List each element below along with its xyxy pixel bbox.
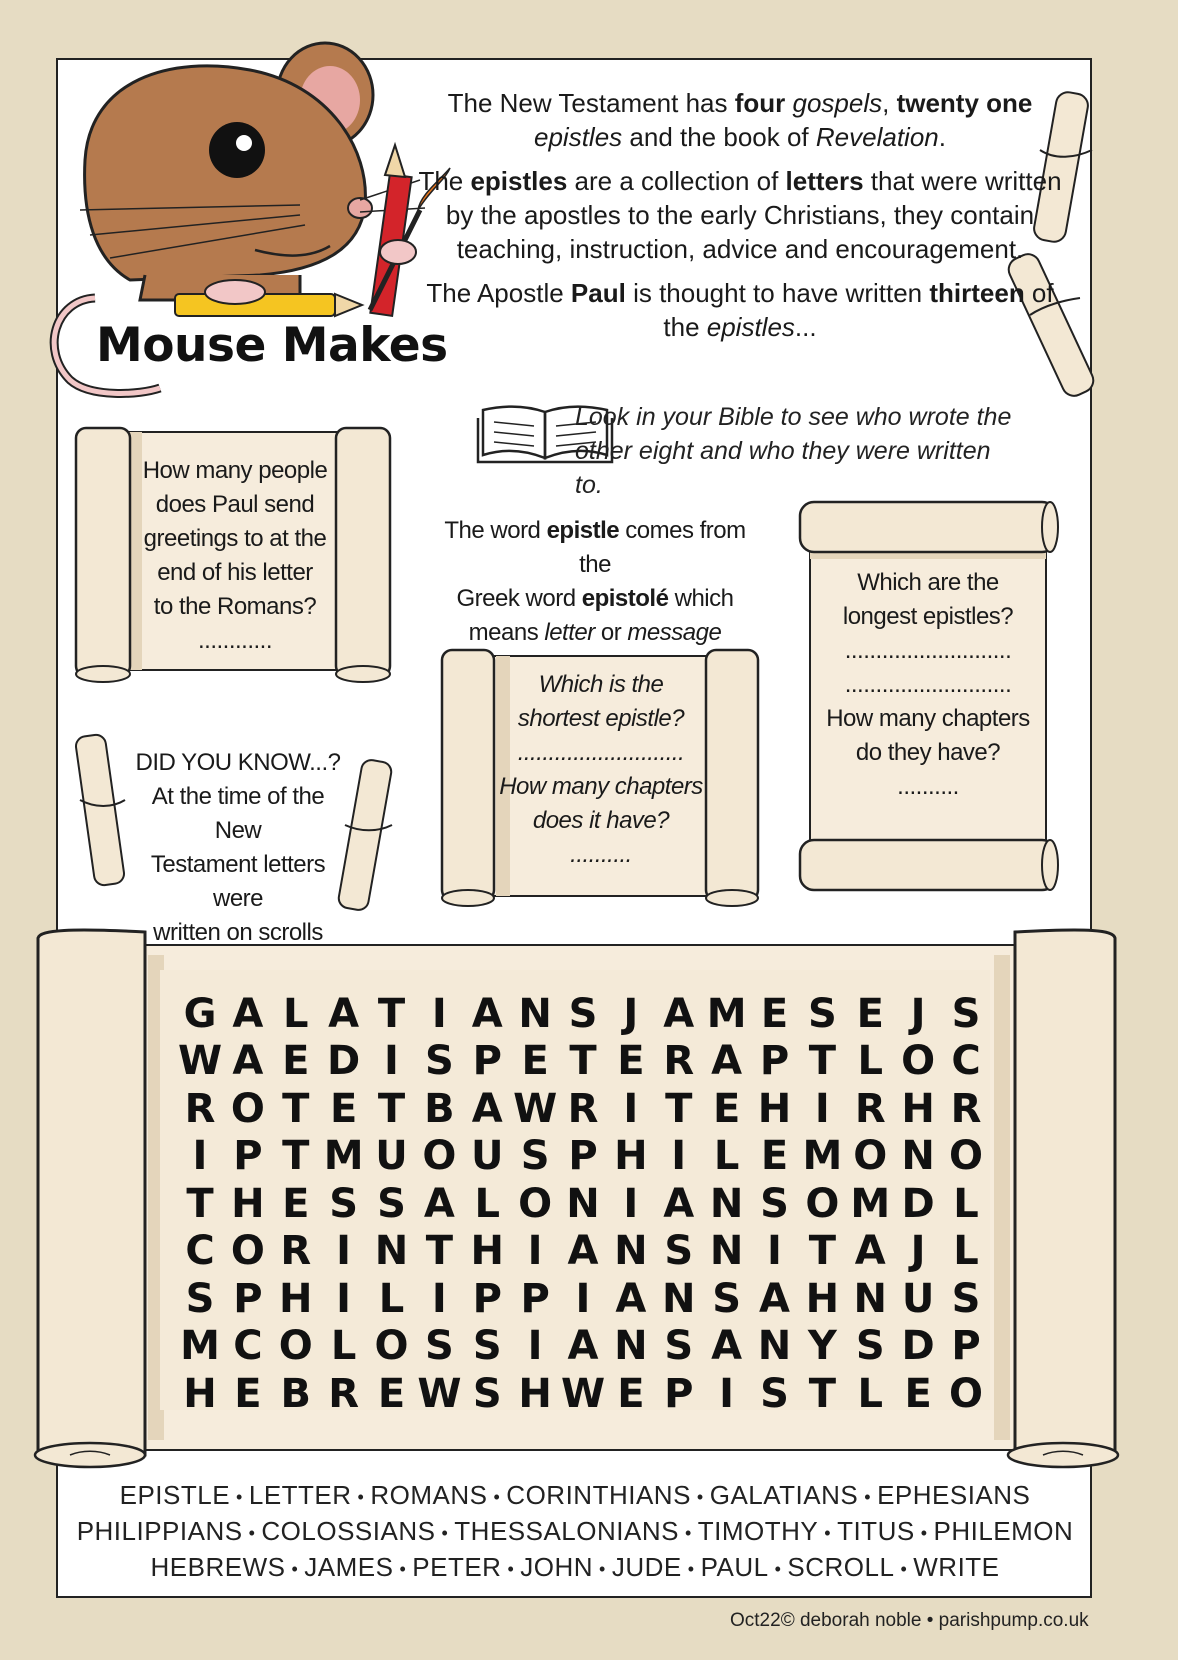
grid-letter: C <box>185 1228 215 1275</box>
word-list-item: LETTER <box>248 1480 352 1510</box>
text-line: Which are the <box>857 569 999 596</box>
grid-letter: H <box>470 1228 504 1275</box>
grid-letter: A <box>711 1038 743 1085</box>
bullet-separator: • <box>236 1487 243 1508</box>
bullet-separator: • <box>441 1523 449 1544</box>
grid-letter: L <box>857 1038 883 1085</box>
grid-letter: N <box>374 1228 409 1275</box>
grid-letter: S <box>520 1133 550 1180</box>
text-line: shortest epistle? <box>517 705 685 732</box>
text-line: longest epistles? <box>842 603 1014 630</box>
grid-letter: S <box>185 1275 215 1322</box>
grid-letter: E <box>617 1370 645 1417</box>
grid-letter: A <box>471 1085 503 1132</box>
grid-letter: E <box>904 1370 932 1417</box>
grid-letter: T <box>377 1085 406 1132</box>
grid-letter: I <box>719 1370 735 1417</box>
grid-letter: H <box>805 1275 840 1322</box>
bullet-separator: • <box>248 1523 256 1544</box>
rolled-scroll-icon <box>75 734 126 887</box>
grid-letter: N <box>709 1180 744 1227</box>
grid-letter: I <box>814 1085 830 1132</box>
word-list-item: THESSALONIANS <box>454 1516 679 1547</box>
grid-letter: H <box>231 1180 265 1227</box>
grid-letter: I <box>192 1133 208 1180</box>
grid-letter: T <box>282 1133 310 1180</box>
wordsearch-grid <box>178 990 988 1418</box>
grid-letter: A <box>615 1275 647 1322</box>
answer-blank: .......... <box>897 773 959 800</box>
grid-letter: B <box>280 1370 311 1417</box>
grid-letter: P <box>759 1038 790 1085</box>
grid-letter: W <box>513 1085 558 1132</box>
grid-letter: S <box>807 990 837 1037</box>
grid-letter: T <box>808 1038 837 1085</box>
grid-letter: C <box>951 1038 981 1085</box>
grid-letter: H <box>279 1275 313 1322</box>
grid-letter: T <box>282 1085 310 1132</box>
grid-letter: N <box>757 1323 792 1370</box>
grid-letter: O <box>230 1085 265 1132</box>
grid-letter: I <box>431 990 447 1037</box>
grid-letter: U <box>901 1275 935 1322</box>
grid-letter: I <box>623 1180 639 1227</box>
word-list-line <box>70 1514 1080 1550</box>
grid-letter: L <box>953 1180 979 1227</box>
grid-letter: D <box>901 1323 935 1370</box>
grid-letter: O <box>230 1228 265 1275</box>
bullet-separator: • <box>599 1559 606 1580</box>
text-line: greetings to at the <box>143 525 327 552</box>
word-list-item: EPHESIANS <box>877 1480 1031 1510</box>
grid-letter: I <box>671 1133 687 1180</box>
grid-letter: I <box>623 1085 639 1132</box>
grid-letter: U <box>375 1133 408 1180</box>
grid-letter: W <box>561 1370 606 1417</box>
grid-letter: M <box>802 1133 843 1180</box>
grid-letter: A <box>423 1180 455 1227</box>
word-list <box>70 1478 1080 1586</box>
grid-letter: P <box>520 1275 550 1322</box>
grid-letter: S <box>855 1323 885 1370</box>
grid-letter: P <box>951 1323 981 1370</box>
text-line: written on scrolls <box>153 919 323 946</box>
grid-letter: E <box>329 1085 358 1132</box>
grid-letter: S <box>760 1180 789 1227</box>
grid-row <box>178 1228 988 1276</box>
grid-letter: E <box>282 1038 310 1085</box>
intro-paragraph-3: The Apostle Paul is thought to have written thirteen of the epistles... <box>426 278 1054 342</box>
grid-letter: E <box>377 1370 406 1417</box>
epistle-word-definition: The word epistle comes from the Greek word epistolé which means letter or message <box>444 517 746 646</box>
grid-letter: N <box>709 1228 744 1275</box>
grid-letter: S <box>329 1180 359 1227</box>
grid-letter: O <box>278 1323 313 1370</box>
grid-row <box>178 1133 988 1181</box>
grid-row <box>178 1323 988 1371</box>
grid-letter: E <box>617 1038 645 1085</box>
grid-letter: S <box>377 1180 406 1227</box>
text-line: to the Romans? <box>153 593 317 620</box>
grid-letter: S <box>712 1275 742 1322</box>
text-line: does it have? <box>532 807 670 834</box>
grid-letter: A <box>711 1323 743 1370</box>
grid-letter: S <box>472 1323 502 1370</box>
grid-letter: E <box>521 1038 549 1085</box>
grid-letter: E <box>856 990 884 1037</box>
grid-letter: L <box>713 1133 740 1180</box>
grid-letter: H <box>757 1085 792 1132</box>
word-list-item: PAUL <box>700 1552 769 1583</box>
grid-letter: P <box>664 1370 694 1417</box>
grid-letter: P <box>233 1133 263 1180</box>
intro-text <box>410 86 1070 354</box>
text-line: do they have? <box>855 739 1001 766</box>
text-line: DID YOU KNOW...? <box>135 749 341 776</box>
grid-letter: I <box>527 1323 543 1370</box>
grid-row <box>178 1370 988 1418</box>
grid-letter: J <box>910 990 926 1037</box>
grid-letter: A <box>854 1228 886 1275</box>
grid-letter: O <box>805 1180 840 1227</box>
grid-letter: I <box>336 1228 352 1275</box>
grid-letter: S <box>951 1275 981 1322</box>
word-list-item: ROMANS <box>370 1480 488 1510</box>
grid-letter: R <box>184 1085 216 1132</box>
bullet-separator: • <box>507 1559 515 1580</box>
grid-letter: D <box>901 1180 935 1227</box>
grid-row <box>178 1085 988 1133</box>
answer-blank: .......... <box>570 841 632 868</box>
grid-letter: M <box>323 1133 364 1180</box>
grid-letter: S <box>760 1370 789 1417</box>
grid-letter: A <box>567 1228 599 1275</box>
grid-letter: T <box>425 1228 454 1275</box>
grid-letter: T <box>808 1228 837 1275</box>
word-list-item: SCROLL <box>787 1552 895 1583</box>
grid-row <box>178 990 988 1038</box>
grid-letter: S <box>568 990 598 1037</box>
text-line: does Paul send <box>155 491 315 518</box>
grid-row <box>178 1038 988 1086</box>
word-list-item: CORINTHIANS <box>506 1480 691 1510</box>
grid-letter: I <box>575 1275 591 1322</box>
grid-letter: C <box>233 1323 263 1370</box>
grid-letter: N <box>901 1133 935 1180</box>
word-list-item: EPISTLE <box>119 1480 231 1510</box>
grid-letter: H <box>614 1133 648 1180</box>
text-line: Which is the <box>538 671 664 698</box>
grid-letter: I <box>336 1275 352 1322</box>
scroll-romans-question <box>140 454 330 658</box>
grid-letter: N <box>662 1275 696 1322</box>
grid-letter: U <box>471 1133 504 1180</box>
grid-letter: E <box>760 990 789 1037</box>
grid-letter: S <box>424 1038 454 1085</box>
grid-letter: I <box>767 1228 782 1275</box>
bullet-separator: • <box>920 1523 928 1544</box>
grid-letter: O <box>948 1133 983 1180</box>
grid-letter: R <box>950 1085 982 1132</box>
grid-letter: P <box>472 1275 502 1322</box>
grid-letter: W <box>417 1370 462 1417</box>
text-line: Testament letters were <box>150 851 326 912</box>
grid-letter: P <box>472 1038 502 1085</box>
grid-letter: G <box>183 990 217 1037</box>
answer-blank: ............ <box>197 627 272 654</box>
bullet-separator: • <box>493 1487 501 1508</box>
word-list-line <box>70 1478 1080 1514</box>
answer-blank: ........................... <box>517 739 685 766</box>
grid-letter: O <box>901 1038 936 1085</box>
grid-letter: O <box>853 1133 888 1180</box>
word-list-item: JOHN <box>520 1552 594 1583</box>
answer-blank: ........................... <box>844 637 1012 664</box>
grid-letter: R <box>280 1228 312 1275</box>
grid-letter: J <box>910 1228 926 1275</box>
text-line: How many chapters <box>826 705 1030 732</box>
grid-letter: L <box>857 1370 883 1417</box>
bullet-separator: • <box>696 1487 704 1508</box>
grid-letter: D <box>327 1038 361 1085</box>
grid-letter: O <box>948 1370 983 1417</box>
word-list-item: JAMES <box>304 1552 394 1583</box>
bullet-separator: • <box>291 1559 299 1580</box>
grid-letter: A <box>759 1275 790 1322</box>
grid-letter: P <box>568 1133 598 1180</box>
grid-letter: L <box>953 1228 979 1275</box>
word-list-item: PETER <box>412 1552 502 1583</box>
bullet-separator: • <box>399 1559 407 1580</box>
grid-row <box>178 1275 988 1323</box>
grid-letter: E <box>712 1085 741 1132</box>
bullet-separator: • <box>824 1523 832 1544</box>
grid-letter: J <box>623 990 639 1037</box>
grid-letter: H <box>901 1085 935 1132</box>
grid-letter: A <box>471 990 503 1037</box>
bullet-separator: • <box>687 1559 695 1580</box>
grid-letter: L <box>330 1323 357 1370</box>
grid-letter: I <box>431 1275 447 1322</box>
word-list-item: PHILIPPIANS <box>76 1516 243 1547</box>
text-line: How many chapters <box>499 773 703 800</box>
grid-letter: A <box>663 1180 695 1227</box>
grid-letter: A <box>232 1038 264 1085</box>
word-list-item: TIMOTHY <box>697 1516 819 1547</box>
grid-letter: N <box>518 990 552 1037</box>
brand-logo-text: Mouse Makes <box>96 318 448 373</box>
grid-letter: S <box>472 1370 502 1417</box>
grid-letter: B <box>424 1085 455 1132</box>
grid-letter: S <box>951 990 981 1037</box>
scroll-longest-question <box>818 566 1038 804</box>
grid-letter: T <box>665 1085 693 1132</box>
did-you-know-text <box>128 746 348 950</box>
grid-letter: N <box>614 1323 648 1370</box>
grid-letter: E <box>234 1370 262 1417</box>
bullet-separator: • <box>357 1487 365 1508</box>
grid-letter: O <box>518 1180 553 1227</box>
grid-letter: N <box>566 1180 600 1227</box>
grid-letter: A <box>567 1323 599 1370</box>
grid-letter: A <box>328 990 360 1037</box>
grid-letter: P <box>233 1275 263 1322</box>
grid-letter: E <box>760 1133 789 1180</box>
word-list-item: TITUS <box>837 1516 915 1547</box>
grid-letter: T <box>569 1038 597 1085</box>
word-list-line <box>70 1550 1080 1586</box>
intro-paragraph-1: The New Testament has four gospels, twenty one epistles and the book of Revelation. <box>447 88 1033 152</box>
grid-letter: A <box>232 990 264 1037</box>
grid-row <box>178 1180 988 1228</box>
grid-letter: R <box>328 1370 360 1417</box>
grid-letter: T <box>377 990 406 1037</box>
text-line: end of his letter <box>157 559 313 586</box>
look-in-bible-text: Look in your Bible to see who wrote the other eight and who they were written to. <box>575 403 1012 499</box>
grid-letter: L <box>283 990 309 1037</box>
text-line: How many people <box>142 457 328 484</box>
grid-letter: S <box>424 1323 454 1370</box>
grid-letter: R <box>567 1085 599 1132</box>
grid-letter: T <box>186 1180 214 1227</box>
answer-blank: ........................... <box>844 671 1012 698</box>
grid-letter: E <box>282 1180 310 1227</box>
grid-letter: L <box>378 1275 405 1322</box>
grid-letter: R <box>854 1085 886 1132</box>
grid-letter: Y <box>807 1323 837 1370</box>
grid-letter: R <box>663 1038 695 1085</box>
grid-letter: L <box>474 1180 500 1227</box>
grid-letter: M <box>850 1180 891 1227</box>
grid-letter: M <box>706 990 747 1037</box>
grid-letter: M <box>180 1323 220 1370</box>
grid-letter: O <box>422 1133 457 1180</box>
bullet-separator: • <box>774 1559 782 1580</box>
grid-letter: S <box>664 1323 694 1370</box>
grid-letter: I <box>527 1228 543 1275</box>
scroll-shortest-question <box>496 668 706 872</box>
grid-letter: T <box>808 1370 837 1417</box>
grid-letter: A <box>663 990 695 1037</box>
word-list-item: HEBREWS <box>150 1552 286 1583</box>
grid-letter: I <box>384 1038 399 1085</box>
word-list-item: PHILEMON <box>933 1516 1074 1547</box>
intro-paragraph-2: The epistles are a collection of letters that were written by the apostles to the early Christians, they contain teaching, instruction, advice and encouragement. <box>418 166 1062 264</box>
grid-letter: S <box>664 1228 694 1275</box>
footer-credit: Oct22© deborah noble • parishpump.co.uk <box>730 1610 1089 1631</box>
text-line: At the time of the New <box>151 783 325 844</box>
word-list-item: GALATIANS <box>709 1480 859 1510</box>
grid-letter: O <box>374 1323 409 1370</box>
bullet-separator: • <box>684 1523 692 1544</box>
word-list-item: WRITE <box>913 1552 1000 1583</box>
grid-letter: N <box>614 1228 648 1275</box>
grid-letter: W <box>178 1038 223 1085</box>
grid-letter: N <box>853 1275 887 1322</box>
grid-letter: H <box>518 1370 552 1417</box>
word-list-item: JUDE <box>611 1552 682 1583</box>
grid-letter: H <box>183 1370 217 1417</box>
word-list-item: COLOSSIANS <box>261 1516 436 1547</box>
bullet-separator: • <box>864 1487 872 1508</box>
bullet-separator: • <box>900 1559 908 1580</box>
